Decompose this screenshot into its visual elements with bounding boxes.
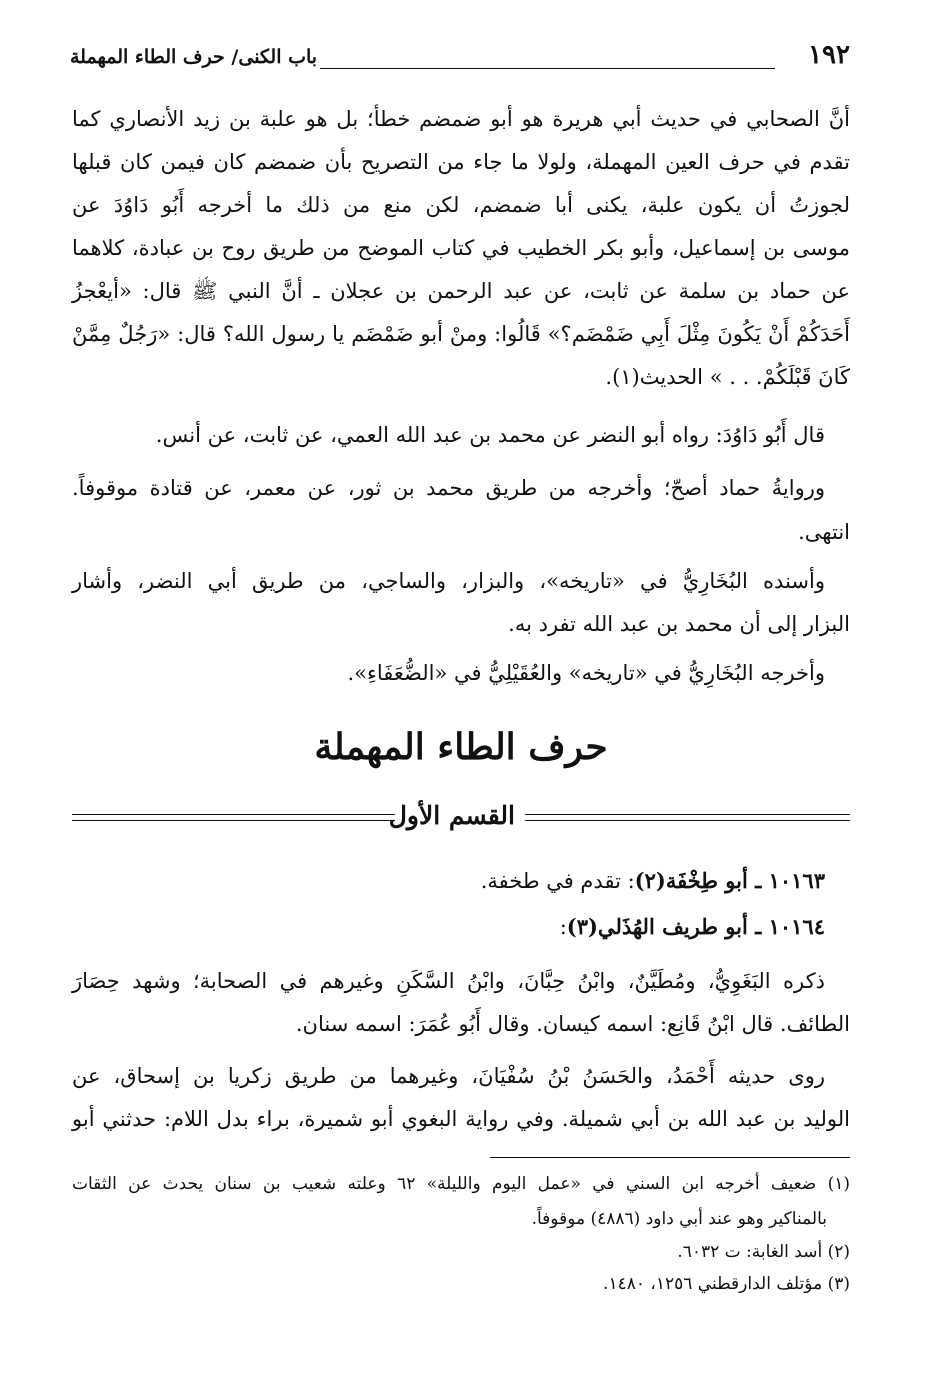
text-line: عن حماد بن سلمة عن ثابت، عن عبد الرحمن بن عجلان ـ أنَّ النبي ﷺ قال: «أيعْجزُ <box>72 279 850 303</box>
text-line: ذكره البَغَوِيُّ، ومُطَيَّنٌ، وابْنُ حِبَّانَ، وابْنُ السَّكَنِ وغيرهم في الصحابة؛ وشهد حِصَارَ <box>72 969 825 993</box>
text-line: وروايةُ حماد أصحّ؛ وأخرجه من طريق محمد بن ثور، عن معمر، عن قتادة موقوفاً. <box>72 476 825 500</box>
entry-10164 <box>72 912 825 942</box>
text-line: أَحَدَكُمْ أَنْ يَكُونَ مِثْلَ أَبِي ضَمْضَم؟» قَالُوا: ومنْ أبو ضَمْضَم يا رسول الله؟ قال: «رَجُلٌ مِمَّنْ <box>72 322 850 346</box>
footnote-3: (٣) مؤتلف الدارقطني ١٢٥٦، ١٤٨٠. <box>603 1274 850 1294</box>
text-line: روى حديثه أَحْمَدُ، والحَسَنُ بْنُ سُفْيَانَ، وغيرهما من طريق زكريا بن إسحاق، عن <box>72 1064 825 1088</box>
text-line: البزار إلى أن محمد بن عبد الله تفرد به. <box>508 612 850 636</box>
footnote-rule <box>490 1157 850 1158</box>
sub-heading <box>72 796 850 836</box>
text-line: انتهى. <box>798 520 850 544</box>
double-rule-right <box>525 814 850 821</box>
paragraph-abu-dawud: قال أَبُو دَاوُدَ: رواه أبو النضر عن محمد بن عبد الله العمي، عن ثابت، عن أنس. <box>155 423 825 447</box>
footnote-1-continued: بالمناكير وهو عند أبي داود (٤٨٨٦) موقوفاً. <box>531 1209 827 1229</box>
text-line: الطائف. قال ابْنُ قَانِع: اسمه كيسان. وقال أَبُو عُمَرَ: اسمه سنان. <box>295 1012 850 1036</box>
entry-text: : <box>559 915 567 939</box>
text-line: الوليد بن عبد الله بن أبي شميلة. وفي رواية البغوي أبو شميرة، براء بدل اللام: حدثني أبو <box>72 1107 850 1131</box>
text-line: وأسنده البُخَارِيُّ في «تاريخه»، والبزار، والساجي، من طريق أبي النضر، وأشار <box>72 569 825 593</box>
text-line: تقدم في حرف العين المهملة، ولولا ما جاء من التصريح بأن ضمضم كان فيمن كان قبلها <box>72 150 850 174</box>
header-rule <box>320 68 775 69</box>
entry-text: : تقدم في طخفة. <box>480 869 635 893</box>
running-title: باب الكنى/ حرف الطاء المهملة <box>70 46 318 68</box>
text-line: أنَّ الصحابي في حديث أبي هريرة هو أبو ضمضم خطأ؛ بل هو علبة بن زيد الأنصاري كما <box>72 107 850 131</box>
section-heading: حرف الطاء المهملة <box>314 726 608 768</box>
running-header <box>70 40 850 74</box>
footnote-1: (١) ضعيف أخرجه ابن السني في «عمل اليوم والليلة» ٦٢ وعلته شعيب بن سنان يحدث عن الثقات <box>72 1174 850 1194</box>
entry-10163 <box>72 866 825 896</box>
double-rule-left <box>72 814 395 821</box>
footnote-2: (٢) أسد الغابة: ت ٦٠٣٢. <box>677 1242 850 1262</box>
paragraph-akhraja: وأخرجه البُخَارِيُّ في «تاريخه» والعُقَيْلِيُّ في «الضُّعَفَاءِ». <box>347 661 825 685</box>
text-line: موسى بن إسماعيل، وأبو بكر الخطيب في كتاب الموضح من طريق روح بن عبادة، كلاهما <box>72 236 850 260</box>
entry-label: ١٠١٦٣ ـ أبو طِخْفَة(٢) <box>634 868 825 893</box>
text-line: لجوزتُ أن يكون علبة، يكنى أبا ضمضم، لكن منع من ذلك ما أخرجه أَبُو دَاوُدَ عن <box>72 193 850 217</box>
entry-label: ١٠١٦٤ ـ أبو طريف الهُذَلي(٣) <box>566 914 825 939</box>
text-line: كَانَ قَبْلَكُمْ. . . » الحديث(١). <box>605 365 850 389</box>
sub-heading-label: القسم الأول <box>379 796 525 836</box>
page-number: ١٩٢ <box>808 40 850 70</box>
